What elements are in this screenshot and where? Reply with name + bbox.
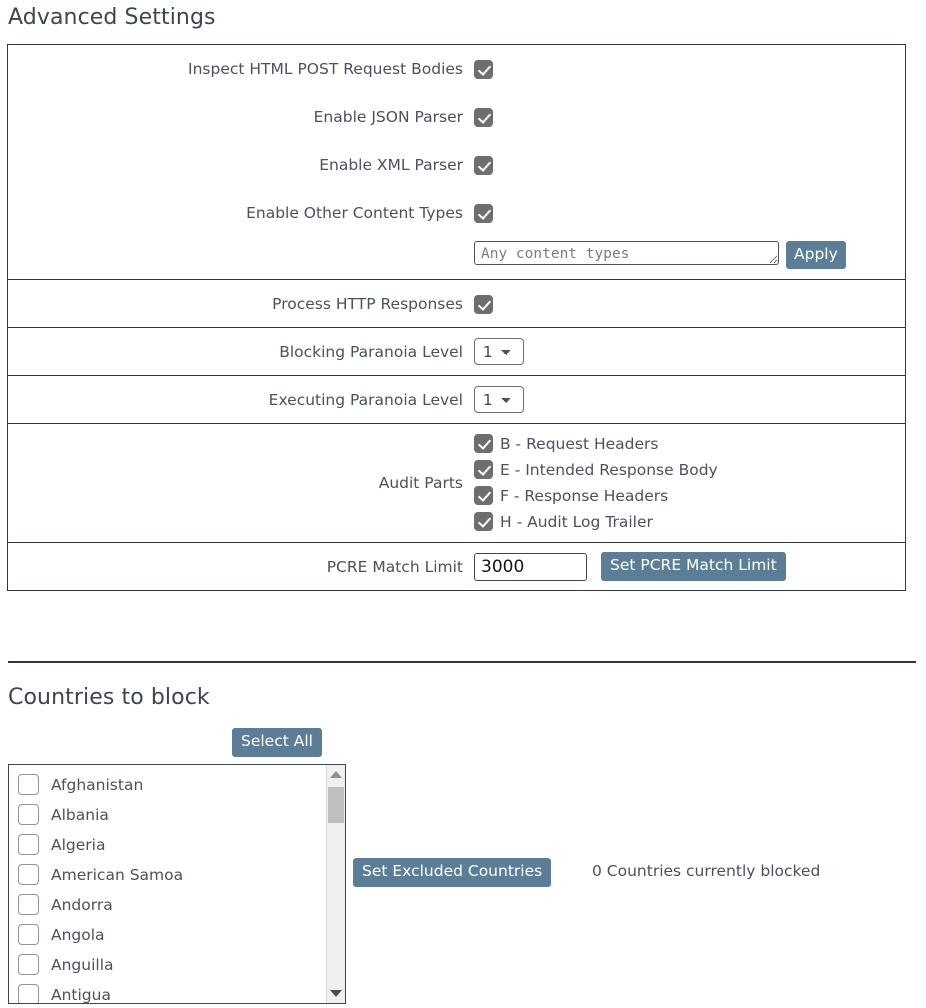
audit-parts-control [474, 424, 906, 543]
country-list [9, 765, 326, 1003]
audit-part-h-checkbox[interactable] [474, 512, 493, 531]
country-label: Angola [51, 925, 105, 944]
country-checkbox[interactable] [18, 774, 39, 795]
table-row [8, 93, 906, 141]
page-title: Advanced Settings [8, 5, 216, 30]
list-item[interactable] [18, 774, 326, 795]
country-label: Albania [51, 805, 109, 824]
table-row [8, 45, 906, 93]
audit-parts-label: Audit Parts [8, 424, 475, 543]
row-control [474, 376, 906, 424]
country-checkbox[interactable] [18, 924, 39, 945]
row-label: Enable JSON Parser [313, 107, 463, 126]
enable-other-content-types-checkbox[interactable] [474, 204, 493, 223]
list-item[interactable] [18, 894, 326, 915]
row-control [474, 280, 906, 328]
apply-button[interactable]: Apply [786, 241, 846, 270]
list-item[interactable] [18, 864, 326, 885]
pcre-control [474, 543, 906, 591]
row-label: Blocking Paranoia Level [8, 328, 475, 376]
set-pcre-match-limit-button[interactable]: Set PCRE Match Limit [601, 552, 786, 581]
table-row [8, 328, 906, 376]
country-label: Anguilla [51, 955, 114, 974]
country-checkbox[interactable] [18, 864, 39, 885]
table-row [8, 141, 906, 189]
executing-paranoia-level-select[interactable] [474, 386, 524, 413]
process-http-responses-checkbox[interactable] [474, 295, 493, 314]
row-label: Process HTTP Responses [8, 280, 475, 328]
list-item[interactable] [18, 804, 326, 825]
list-item[interactable] [18, 954, 326, 975]
list-item[interactable] [18, 924, 326, 945]
section-divider [8, 661, 916, 663]
row-control [474, 45, 906, 93]
content-types-input[interactable] [474, 241, 779, 265]
row-label: Enable XML Parser [319, 155, 463, 174]
country-checkbox[interactable] [18, 984, 39, 1003]
row-label: Inspect HTML POST Request Bodies [188, 59, 463, 78]
triangle-up-icon[interactable] [330, 771, 342, 778]
set-excluded-countries-button[interactable]: Set Excluded Countries [353, 858, 551, 887]
country-listbox[interactable] [8, 764, 346, 1004]
blocked-countries-status: 0 Countries currently blocked [592, 862, 821, 880]
audit-part-b[interactable] [474, 434, 905, 453]
country-list-scrollbar[interactable] [326, 765, 345, 1003]
advanced-settings-table [7, 44, 906, 591]
country-checkbox[interactable] [18, 894, 39, 915]
audit-part-e[interactable] [474, 460, 905, 479]
row-control [474, 189, 906, 237]
table-row [8, 189, 906, 237]
countries-to-block-title: Countries to block [8, 685, 210, 710]
row-label: Enable Other Content Types [246, 203, 463, 222]
audit-parts-row [8, 424, 906, 543]
audit-part-b-checkbox[interactable] [474, 434, 493, 453]
select-all-button[interactable]: Select All [232, 728, 322, 757]
list-item[interactable] [18, 984, 326, 1003]
country-label: Algeria [51, 835, 106, 854]
country-label: Antigua [51, 985, 111, 1003]
table-row [8, 376, 906, 424]
audit-part-h[interactable] [474, 512, 905, 531]
list-item[interactable] [18, 834, 326, 855]
country-checkbox[interactable] [18, 954, 39, 975]
audit-part-label: H - Audit Log Trailer [500, 512, 653, 531]
pcre-label: PCRE Match Limit [8, 543, 475, 591]
row-control [474, 141, 906, 189]
inspect-html-post-bodies-checkbox[interactable] [474, 60, 493, 79]
scrollbar-thumb[interactable] [328, 787, 344, 823]
country-checkbox[interactable] [18, 834, 39, 855]
audit-part-label: B - Request Headers [500, 434, 659, 453]
row-control [474, 93, 906, 141]
audit-part-f[interactable] [474, 486, 905, 505]
pcre-row [8, 543, 906, 591]
pcre-match-limit-input[interactable] [474, 553, 587, 581]
table-row [8, 280, 906, 328]
country-label: American Samoa [51, 865, 184, 884]
audit-part-label: F - Response Headers [500, 486, 669, 505]
country-label: Afghanistan [51, 775, 144, 794]
content-types-control [474, 237, 906, 280]
row-control [474, 328, 906, 376]
blocking-paranoia-level-select[interactable] [474, 338, 524, 365]
audit-part-e-checkbox[interactable] [474, 460, 493, 479]
country-checkbox[interactable] [18, 804, 39, 825]
content-types-row [8, 237, 906, 280]
row-label: Executing Paranoia Level [8, 376, 475, 424]
content-types-spacer [8, 237, 475, 280]
audit-part-label: E - Intended Response Body [500, 460, 718, 479]
triangle-down-icon[interactable] [330, 990, 342, 997]
enable-xml-parser-checkbox[interactable] [474, 156, 493, 175]
country-label: Andorra [51, 895, 113, 914]
audit-part-f-checkbox[interactable] [474, 486, 493, 505]
enable-json-parser-checkbox[interactable] [474, 108, 493, 127]
